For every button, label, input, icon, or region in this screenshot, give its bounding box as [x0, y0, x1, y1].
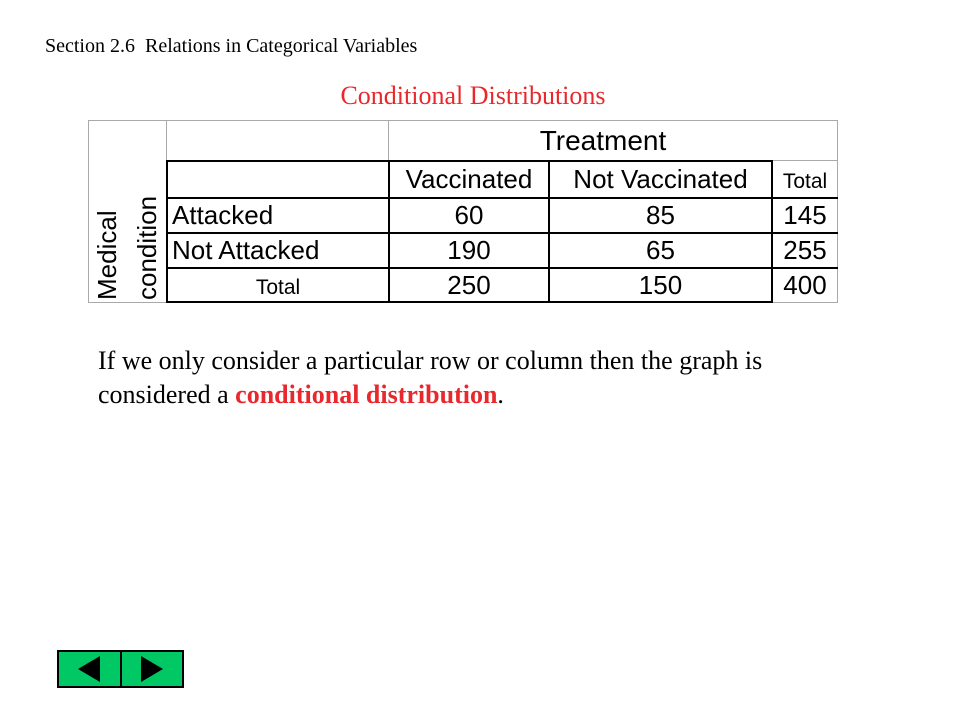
cell-total-vaccinated: 250: [447, 270, 491, 300]
cell-not-attacked-total: 255: [783, 235, 827, 265]
cell-grand-total: 400: [783, 270, 827, 300]
column-header-not-vaccinated: Not Vaccinated: [573, 164, 748, 194]
previous-slide-button[interactable]: [59, 652, 122, 686]
cell-attacked-vaccinated: 60: [454, 200, 484, 230]
conditional-distribution-term: conditional distribution: [235, 380, 498, 409]
next-slide-button[interactable]: [122, 652, 183, 686]
column-header-vaccinated: Vaccinated: [405, 164, 533, 194]
row-label-total: Total: [255, 275, 301, 299]
column-header-total: Total: [782, 169, 828, 193]
body-paragraph: [98, 344, 858, 412]
slide-title: Conditional Distributions: [340, 81, 606, 110]
row-label-attacked: Attacked: [172, 200, 274, 230]
body-text-before: If we only consider a particular row or column then the graph is considered a: [98, 346, 763, 409]
section-header: Section 2.6 Relations in Categorical Variables: [45, 35, 418, 57]
cell-attacked-total: 145: [783, 200, 827, 230]
column-group-label: Treatment: [539, 125, 667, 156]
cell-not-attacked-not-vaccinated: 65: [646, 235, 675, 265]
cell-attacked-not-vaccinated: 85: [646, 200, 675, 230]
triangle-right-icon: [139, 655, 165, 683]
slide-navigation: [57, 650, 184, 688]
contingency-table: [88, 120, 838, 303]
row-label-not-attacked: Not Attacked: [172, 235, 320, 265]
cell-total-not-vaccinated: 150: [638, 270, 683, 300]
body-text-after: .: [497, 380, 504, 409]
row-group-label-line2: condition: [132, 195, 162, 300]
row-group-label-line1: Medical: [92, 210, 122, 300]
triangle-left-icon: [76, 655, 102, 683]
cell-not-attacked-vaccinated: 190: [447, 235, 491, 265]
